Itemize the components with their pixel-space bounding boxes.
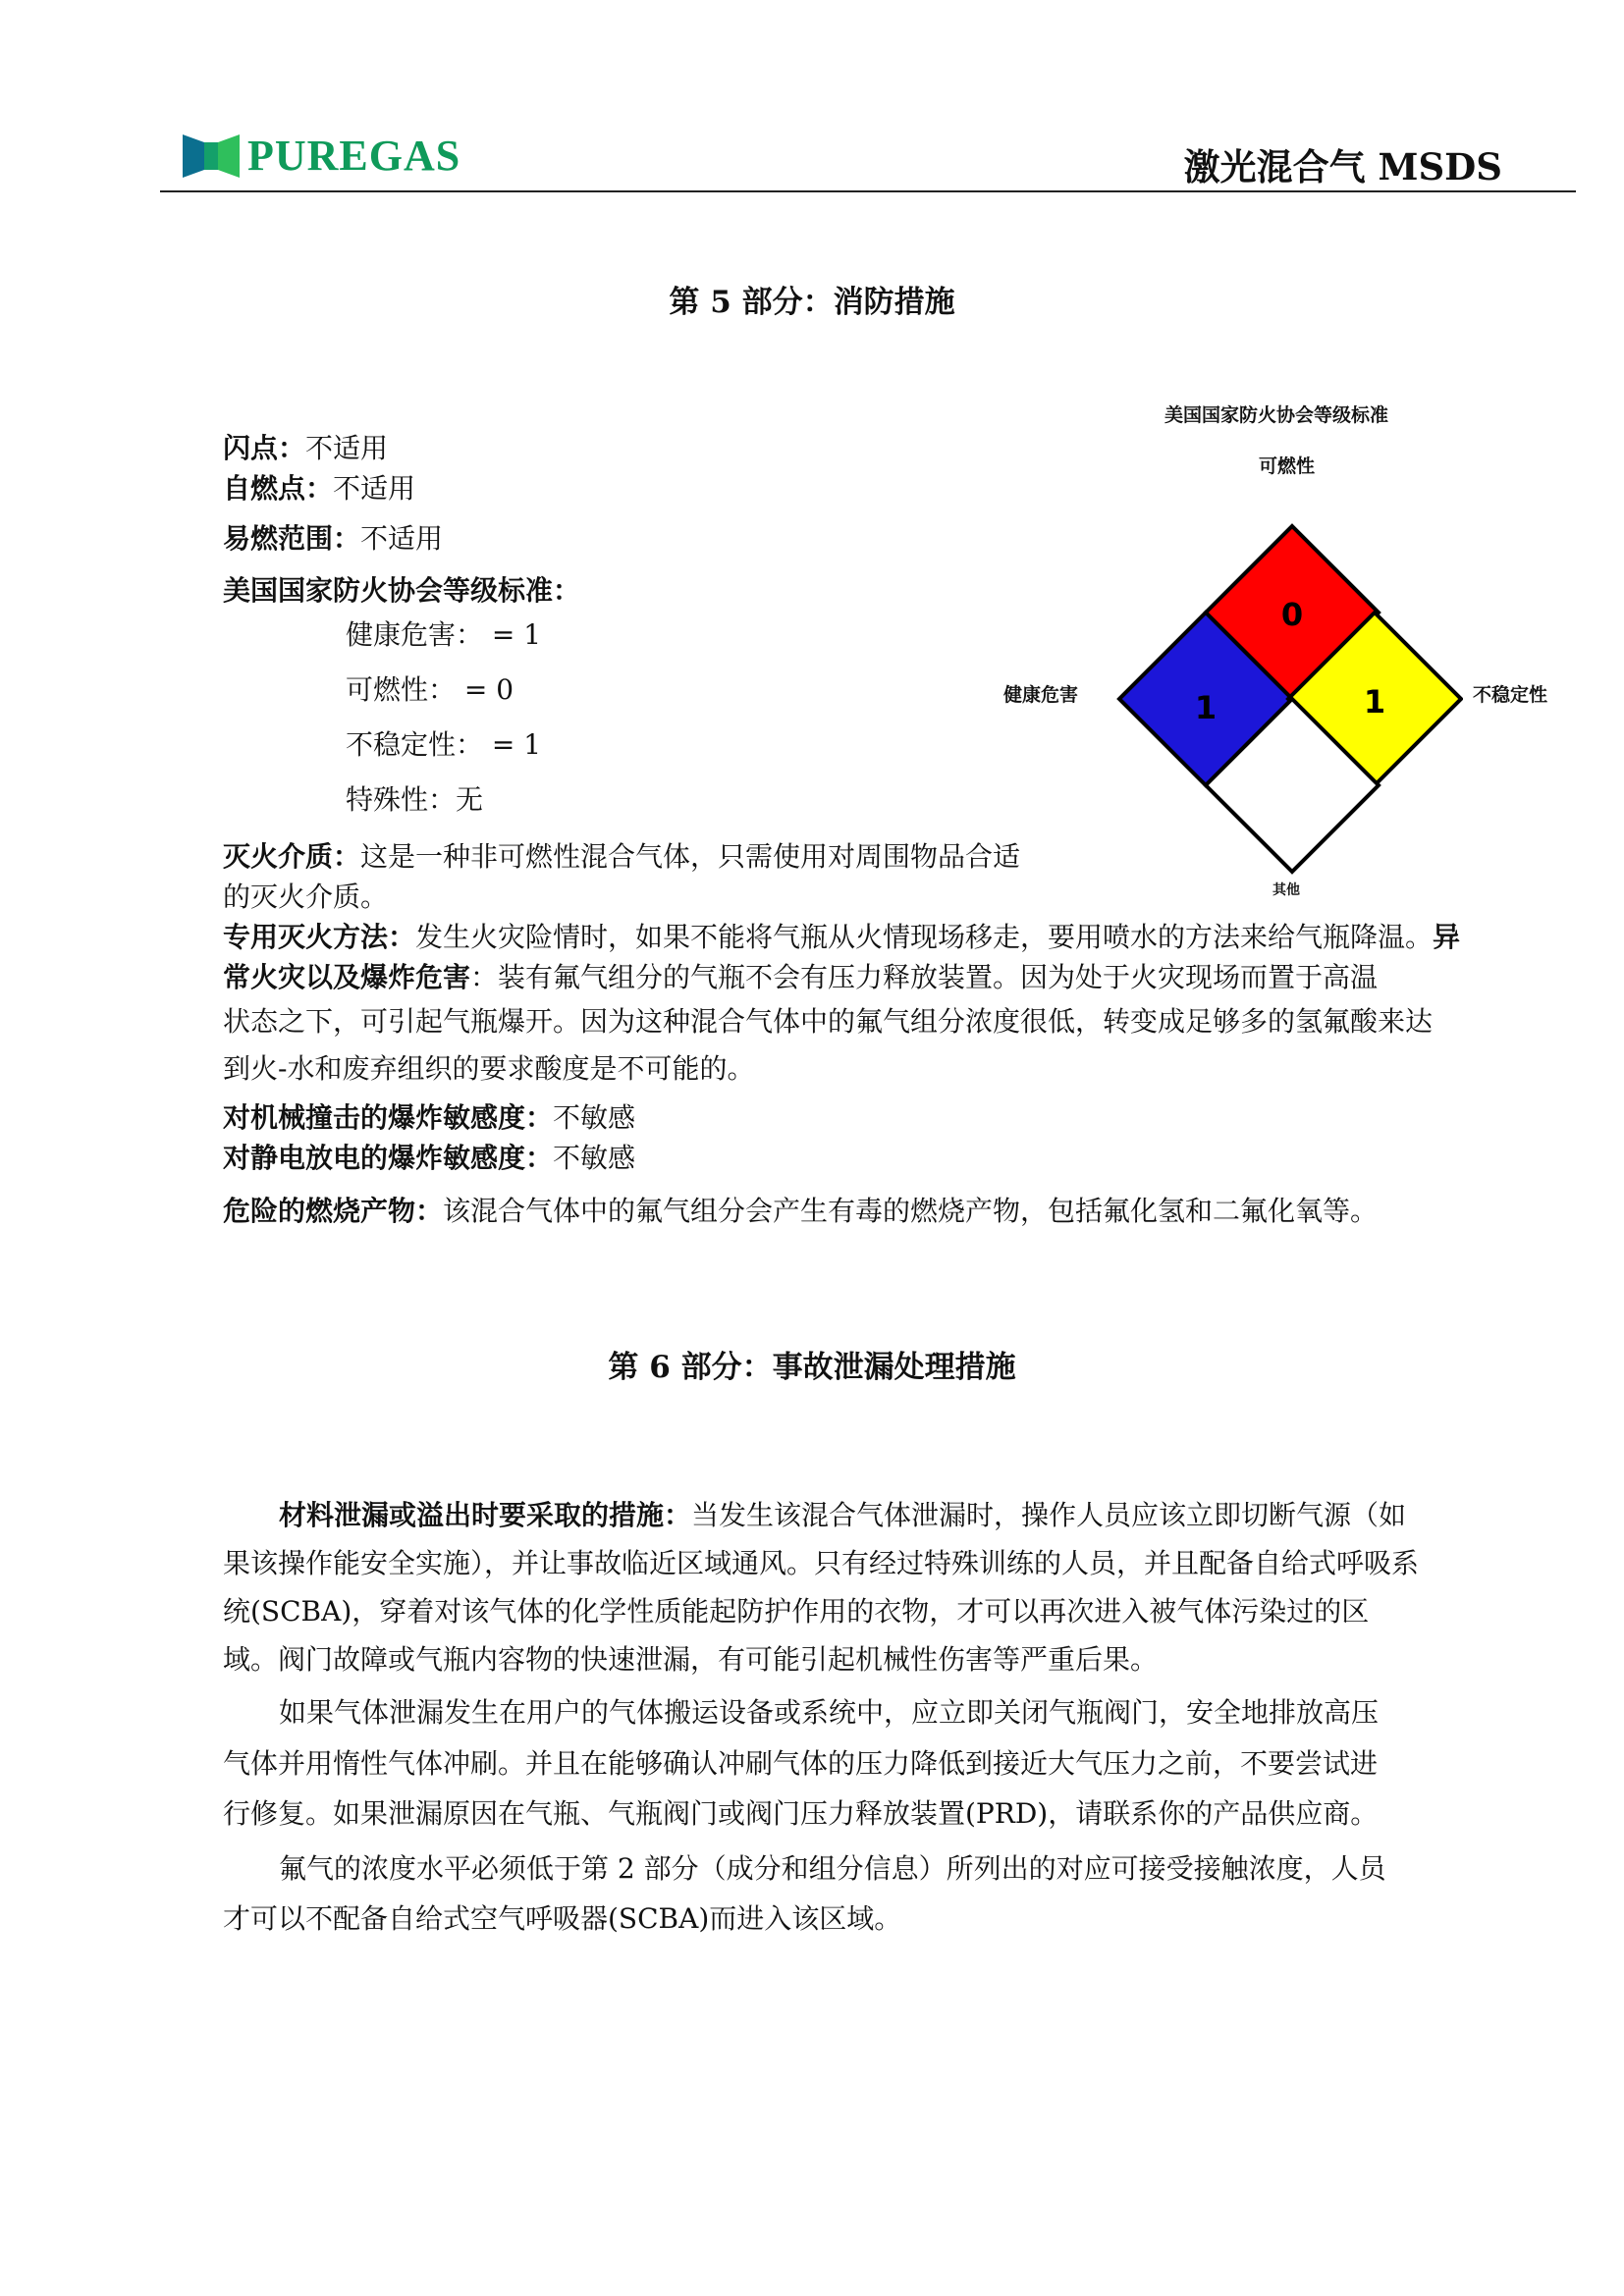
company-logo [183,131,497,180]
diagram-top-label: 可燃性 [1259,455,1316,477]
health-rating: 1 [1194,689,1218,726]
flash-point-label: 闪点： [223,432,306,464]
static-sensitivity-row [223,1142,635,1175]
nfpa-flammability-value: = 0 [463,673,514,706]
autoignition-row [223,472,415,506]
flammable-range-row [223,522,443,556]
spill-measures-line2: 果该操作能安全实施），并让事故临近区域通风。只有经过特殊训练的人员，并且配备自给式呼吸系 [223,1547,1420,1579]
extinguishing-media-line1 [223,840,1020,874]
diagram-bottom-label: 其他 [1272,882,1300,898]
instability-rating: 1 [1363,683,1386,721]
extinguishing-media-line2: 的灭火介质。 [223,881,389,913]
paragraph2-line3: 行修复。如果泄漏原因在气瓶、气瓶阀门或阀门压力释放装置(PRD)，请联系你的产品供应商。 [223,1797,1379,1830]
nfpa-diamond [1110,520,1463,883]
autoignition-label: 自燃点： [223,472,334,505]
diagram-right-label: 不稳定性 [1473,684,1548,706]
paragraph3-line2: 才可以不配备自给式空气呼吸器(SCBA)而进入该区域。 [223,1902,902,1935]
extinguishing-media-label: 灭火介质： [223,840,361,873]
nfpa-rating-label: 美国国家防火协会等级标准： [223,574,581,607]
flammable-range-value: 不适用 [360,522,444,555]
logo-text: PUREGAS [247,132,461,180]
spill-measures-line1 [279,1499,1406,1532]
static-sensitivity-label: 对静电放电的爆炸敏感度： [223,1142,554,1174]
spill-measures-line3: 统(SCBA)，穿着对该气体的化学性质能起防护作用的衣物，才可以再次进入被气体污染过的区 [223,1595,1370,1628]
special-methods-line2 [223,961,1378,994]
nfpa-special-label: 特殊性： [346,783,457,816]
flammability-rating: 0 [1280,596,1304,633]
logo-mark-icon [183,134,240,178]
combustion-products-label: 危险的燃烧产物： [223,1195,444,1227]
unusual-hazards-label: 常火灾以及爆炸危害 [223,961,471,993]
nfpa-health-value: = 1 [491,618,542,651]
extinguishing-media-text: 这是一种非可燃性混合气体，只需使用对周围物品合适 [360,840,1021,873]
impact-sensitivity-row [223,1101,635,1135]
diagram-left-label: 健康危害 [1003,684,1079,706]
combustion-products-row [223,1195,1378,1228]
spill-measures-line4: 域。阀门故障或气瓶内容物的快速泄漏，有可能引起机械性伤害等严重后果。 [223,1643,1159,1676]
spill-measures-label: 材料泄漏或溢出时要采取的措施： [279,1499,692,1531]
nfpa-health-label: 健康危害： [346,618,484,651]
nfpa-special-value: 无 [456,783,484,816]
spill-measures-text: 当发生该混合气体泄漏时，操作人员应该立即切断气源（如 [691,1499,1407,1531]
special-methods-line4: 到火-水和废弃组织的要求酸度是不可能的。 [223,1052,755,1085]
nfpa-health-row [346,618,541,652]
flash-point-row [223,432,388,465]
impact-sensitivity-value: 不敏感 [553,1101,636,1134]
static-sensitivity-value: 不敏感 [553,1142,636,1174]
nfpa-flammability-label: 可燃性： [346,673,457,706]
paragraph2-line2: 气体并用惰性气体冲刷。并且在能够确认冲刷气体的压力降低到接近大气压力之前，不要尝试进 [223,1747,1379,1780]
section6-title: 第 6 部分：事故泄漏处理措施 [608,1350,1016,1385]
autoignition-value: 不适用 [333,472,416,505]
nfpa-special-row [346,783,483,817]
impact-sensitivity-label: 对机械撞击的爆炸敏感度： [223,1101,554,1134]
flash-point-value: 不适用 [305,432,389,464]
unusual-hazards-label-start: 异 [1433,921,1461,953]
diagram-title: 美国国家防火协会等级标准 [1164,404,1389,426]
paragraph2-line1: 如果气体泄漏发生在用户的气体搬运设备或系统中，应立即关闭气瓶阀门，安全地排放高压 [279,1696,1380,1729]
special-methods-line3: 状态之下，可引起气瓶爆开。因为这种混合气体中的氟气组分浓度很低，转变成足够多的氢氟酸来达 [223,1005,1434,1038]
unusual-hazards-text: ：装有氟气组分的气瓶不会有压力释放装置。因为处于火灾现场而置于高温 [470,961,1379,993]
nfpa-flammability-row [346,673,514,707]
section5-title: 第 5 部分：消防措施 [669,285,955,320]
special-methods-line1 [223,921,1460,954]
paragraph3-line1: 氟气的浓度水平必须低于第 2 部分（成分和组分信息）所列出的对应可接受接触浓度，人员 [279,1852,1386,1885]
nfpa-instability-label: 不稳定性： [346,728,484,761]
header-divider [160,190,1576,192]
nfpa-instability-value: = 1 [491,728,542,761]
nfpa-instability-row [346,728,541,762]
document-title: 激光混合气 MSDS [1183,145,1502,188]
combustion-products-value: 该混合气体中的氟气组分会产生有毒的燃烧产物，包括氟化氢和二氟化氧等。 [443,1195,1379,1227]
special-methods-label: 专用灭火方法： [223,921,416,953]
special-methods-text: 发生火灾险情时，如果不能将气瓶从火情现场移走，要用喷水的方法来给气瓶降温。 [415,921,1434,953]
flammable-range-label: 易燃范围： [223,522,361,555]
